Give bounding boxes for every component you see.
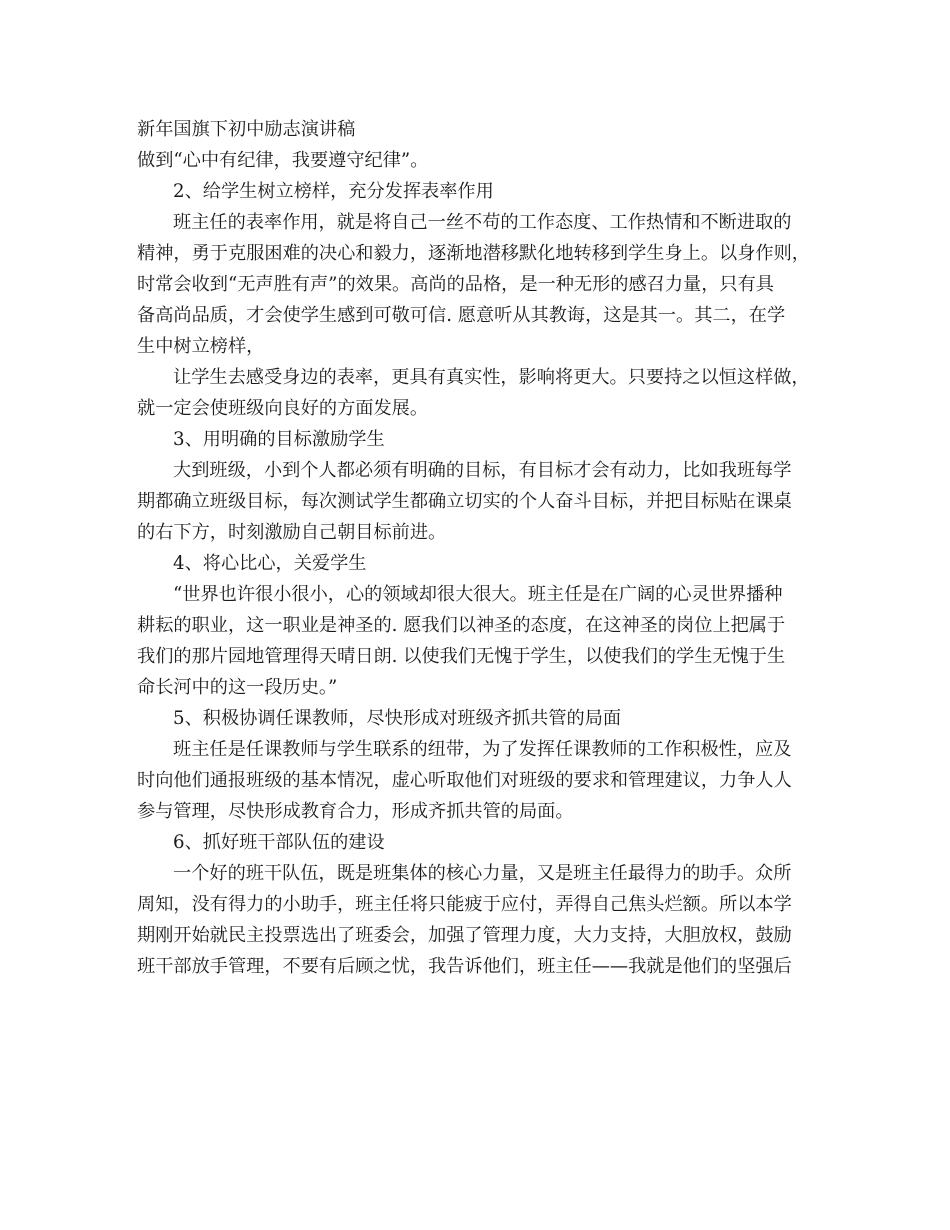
text-line: 6、抓好班干部队伍的建设 — [173, 832, 385, 853]
text-line: 我们的那片园地管理得天晴日朗. 以使我们无愧于学生，以使我们的学生无愧于生 — [137, 646, 786, 667]
text-line: 耕耘的职业，这一职业是神圣的. 愿我们以神圣的态度，在这神圣的岗位上把属于 — [137, 615, 786, 636]
text-line: 精神，勇于克服困难的决心和毅力，逐渐地潜移默化地转移到学生身上。以身作则， — [137, 243, 810, 264]
text-line: 备高尚品质，才会使学生感到可敬可信. 愿意听从其教诲，这是其一。其二，在学 — [137, 305, 786, 326]
text-line: 参与管理，尽快形成教育合力，形成齐抓共管的局面。 — [137, 801, 574, 822]
text-line: 大到班级，小到个人都必须有明确的目标，有目标才会有动力，比如我班每学 — [173, 460, 792, 481]
text-line: 做到“心中有纪律，我要遵守纪律”。 — [137, 150, 429, 171]
text-line: 班主任的表率作用，就是将自己一丝不苟的工作态度、工作热情和不断进取的 — [173, 212, 792, 233]
text-line: 4、将心比心，关爱学生 — [173, 553, 367, 574]
document-lines — [137, 145, 817, 982]
document-title: 新年国旗下初中励志演讲稿 — [137, 119, 356, 140]
text-line: 命长河中的这一段历史。” — [137, 677, 338, 698]
text-line: 就一定会使班级向良好的方面发展。 — [137, 398, 429, 419]
text-line: 的右下方，时刻激励自己朝目标前进。 — [137, 522, 447, 543]
text-line: 2、给学生树立榜样，充分发挥表率作用 — [173, 181, 494, 202]
text-line: 让学生去感受身边的表率，更具有真实性，影响将更大。只要持之以恒这样做， — [173, 367, 810, 388]
text-line: “世界也许很小很小，心的领域却很大很大。班主任是在广阔的心灵世界播种 — [173, 584, 783, 605]
text-line: 5、积极协调任课教师，尽快形成对班级齐抓共管的局面 — [173, 708, 622, 729]
text-line: 时常会收到“无声胜有声”的效果。高尚的品格，是一种无形的感召力量，只有具 — [137, 274, 774, 295]
text-line: 3、用明确的目标激励学生 — [173, 429, 385, 450]
text-line: 班主任是任课教师与学生联系的纽带，为了发挥任课教师的工作积极性，应及 — [173, 739, 792, 760]
text-line: 班干部放手管理，不要有后顾之忧，我告诉他们，班主任——我就是他们的坚强后 — [137, 956, 792, 977]
text-line: 生中树立榜样， — [137, 336, 265, 357]
document-body — [137, 114, 817, 982]
text-line: 周知，没有得力的小助手，班主任将只能疲于应付，弄得自己焦头烂额。所以本学 — [137, 894, 792, 915]
text-line: 期刚开始就民主投票选出了班委会，加强了管理力度，大力支持，大胆放权，鼓励 — [137, 925, 792, 946]
text-line: 期都确立班级目标，每次测试学生都确立切实的个人奋斗目标，并把目标贴在课桌 — [137, 491, 792, 512]
text-line: 一个好的班干队伍，既是班集体的核心力量，又是班主任最得力的助手。众所 — [173, 863, 792, 884]
text-line: 时向他们通报班级的基本情况，虚心听取他们对班级的要求和管理建议，力争人人 — [137, 770, 792, 791]
